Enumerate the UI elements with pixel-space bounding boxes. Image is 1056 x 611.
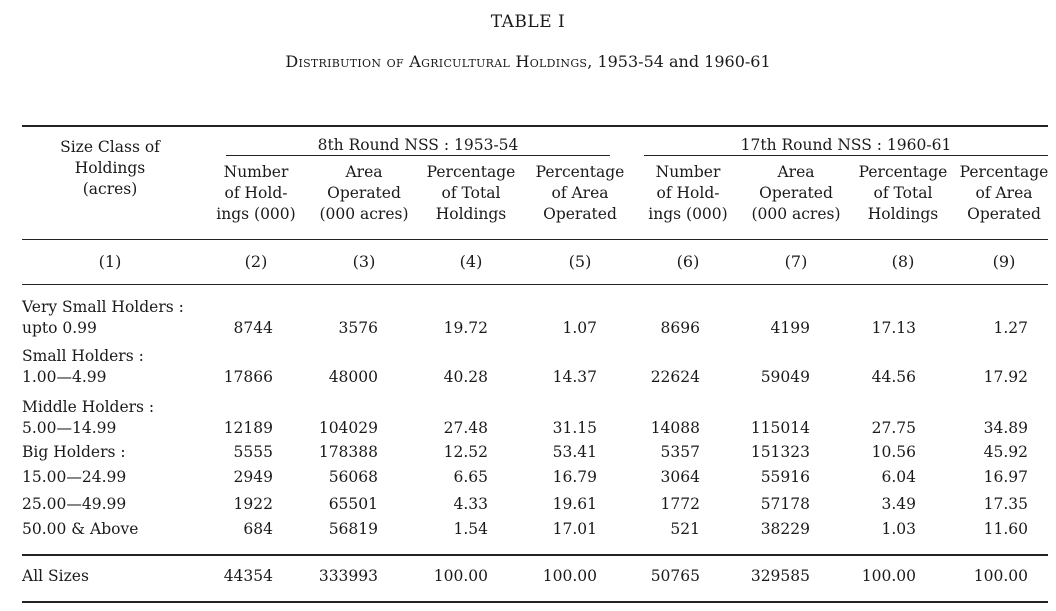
table-row-5-label: 15.00—24.99 — [22, 468, 127, 486]
table-row-6-col-5: 19.61 — [552, 495, 597, 513]
table-row-5-col-5: 16.79 — [552, 468, 597, 486]
col-header-6-line-3: ings (000) — [648, 205, 728, 223]
col-header-9 — [952, 162, 1056, 225]
total-row-col-3: 333993 — [318, 567, 378, 585]
table-row-6-col-3: 65501 — [328, 495, 378, 513]
table-row-1-col-8: 17.13 — [871, 319, 916, 337]
table-row-3-col-6: 14088 — [650, 419, 700, 437]
total-row-col-2: 44354 — [223, 567, 273, 585]
table-row-3-col-8: 27.75 — [871, 419, 916, 437]
category-label-middle: Middle Holders : — [22, 398, 155, 416]
total-rule — [22, 554, 1048, 556]
col-header-6-line-1: Number — [655, 163, 721, 181]
table-row-2-col-3: 48000 — [328, 368, 378, 386]
table-row-7-col-3: 56819 — [328, 520, 378, 538]
col-header-7-line-2: Operated — [759, 184, 833, 202]
col-header-2-line-1: Number — [223, 163, 289, 181]
total-row-col-5: 100.00 — [542, 567, 597, 585]
table-row-2-col-9: 17.92 — [983, 368, 1028, 386]
table-row-7-col-9: 11.60 — [983, 520, 1028, 538]
table-row-6-col-6: 1772 — [660, 495, 700, 513]
stub-header-line-2: Holdings — [74, 159, 146, 177]
col-header-4-line-1: Percentage — [426, 163, 516, 181]
col-header-4-line-2: of Total — [441, 184, 501, 202]
total-row-col-4: 100.00 — [433, 567, 488, 585]
table-row-3-col-7: 115014 — [750, 419, 810, 437]
col-header-5 — [526, 162, 634, 225]
total-row-col-6: 50765 — [650, 567, 700, 585]
table-row-5-col-2: 2949 — [233, 468, 273, 486]
table-row-2-col-8: 44.56 — [871, 368, 916, 386]
table-row-6-col-4: 4.33 — [453, 495, 488, 513]
col-header-4 — [418, 162, 524, 225]
col-number-1: (1) — [98, 252, 122, 271]
table-row-5-col-8: 6.04 — [881, 468, 916, 486]
category-label-very-small: Very Small Holders : — [22, 298, 184, 316]
table-row-2-col-7: 59049 — [760, 368, 810, 386]
stub-header — [22, 137, 198, 200]
table-row-4-col-5: 53.41 — [552, 443, 597, 461]
col-number-5: (5) — [568, 252, 592, 271]
table-row-1-col-2: 8744 — [233, 319, 273, 337]
table-row-1-col-3: 3576 — [338, 319, 378, 337]
table-title: TABLE I — [490, 12, 566, 32]
group-header-8th-round: 8th Round NSS : 1953-54 — [317, 136, 519, 154]
table-row-7-col-2: 684 — [243, 520, 273, 538]
col-header-6 — [640, 162, 736, 225]
table-row-4-col-9: 45.92 — [983, 443, 1028, 461]
col-header-3-line-3: (000 acres) — [319, 205, 409, 223]
column-number-rule — [22, 284, 1048, 285]
table-row-1-col-9: 1.27 — [993, 319, 1028, 337]
col-header-9-line-2: of Area — [975, 184, 1033, 202]
total-row-col-8: 100.00 — [861, 567, 916, 585]
table-row-5-col-4: 6.65 — [453, 468, 488, 486]
table-row-5-col-3: 56068 — [328, 468, 378, 486]
table-row-3-col-2: 12189 — [223, 419, 273, 437]
col-number-6: (6) — [676, 252, 700, 271]
table-row-3-col-3: 104029 — [318, 419, 378, 437]
table-row-5-col-7: 55916 — [760, 468, 810, 486]
col-number-2: (2) — [244, 252, 268, 271]
col-header-2 — [206, 162, 306, 225]
table-row-1-col-4: 19.72 — [443, 319, 488, 337]
table-row-4-col-7: 151323 — [750, 443, 810, 461]
col-header-3 — [308, 162, 420, 225]
bottom-rule — [22, 601, 1048, 603]
table-row-1-col-5: 1.07 — [562, 319, 597, 337]
table-row-7-col-8: 1.03 — [881, 520, 916, 538]
col-header-5-line-2: of Area — [551, 184, 609, 202]
stub-header-line-3: (acres) — [82, 180, 138, 198]
col-header-3-line-2: Operated — [327, 184, 401, 202]
table-row-4-col-8: 10.56 — [871, 443, 916, 461]
table-row-6-col-8: 3.49 — [881, 495, 916, 513]
table-row-3-col-9: 34.89 — [983, 419, 1028, 437]
col-number-9: (9) — [992, 252, 1016, 271]
table-row-7-col-7: 38229 — [760, 520, 810, 538]
table-row-4-col-2: 5555 — [233, 443, 273, 461]
stub-header-line-1: Size Class of — [60, 138, 160, 156]
col-header-6-line-2: of Hold- — [656, 184, 720, 202]
table-row-7-col-5: 17.01 — [552, 520, 597, 538]
table-row-4-col-4: 12.52 — [443, 443, 488, 461]
subtitle-main: Distribution of Agricultural Holdings — [285, 52, 588, 71]
table-row-3-col-5: 31.15 — [552, 419, 597, 437]
col-header-7 — [740, 162, 852, 225]
table-row-1-col-7: 4199 — [770, 319, 810, 337]
col-header-2-line-3: ings (000) — [216, 205, 296, 223]
table-row-4-label: Big Holders : — [22, 443, 126, 461]
col-header-3-line-1: Area — [345, 163, 383, 181]
table-subtitle — [0, 52, 1056, 71]
col-header-2-line-2: of Hold- — [224, 184, 288, 202]
col-header-8-line-2: of Total — [873, 184, 933, 202]
table-row-2-col-4: 40.28 — [443, 368, 488, 386]
category-label-small: Small Holders : — [22, 347, 144, 365]
col-header-4-line-3: Holdings — [435, 205, 507, 223]
table-row-2-label: 1.00—4.99 — [22, 368, 107, 386]
col-number-4: (4) — [459, 252, 483, 271]
table-row-3-label: 5.00—14.99 — [22, 419, 117, 437]
col-header-5-line-3: Operated — [543, 205, 617, 223]
top-rule — [22, 125, 1048, 127]
col-number-3: (3) — [352, 252, 376, 271]
table-row-2-col-2: 17866 — [223, 368, 273, 386]
subtitle-years: , 1953-54 and 1960-61 — [587, 52, 771, 71]
total-row-label: All Sizes — [22, 567, 89, 585]
col-header-7-line-3: (000 acres) — [751, 205, 841, 223]
col-number-8: (8) — [891, 252, 915, 271]
col-header-8 — [850, 162, 956, 225]
table-row-6-col-9: 17.35 — [983, 495, 1028, 513]
col-number-7: (7) — [784, 252, 808, 271]
total-row-col-9: 100.00 — [973, 567, 1028, 585]
total-row-col-7: 329585 — [750, 567, 810, 585]
table-row-6-label: 25.00—49.99 — [22, 495, 127, 513]
col-header-8-line-1: Percentage — [858, 163, 948, 181]
col-header-9-line-3: Operated — [967, 205, 1041, 223]
col-header-7-line-1: Area — [777, 163, 815, 181]
table-row-2-col-5: 14.37 — [552, 368, 597, 386]
table-row-1-col-6: 8696 — [660, 319, 700, 337]
table-row-5-col-9: 16.97 — [983, 468, 1028, 486]
table-row-6-col-2: 1922 — [233, 495, 273, 513]
header-bottom-rule — [22, 239, 1048, 240]
table-row-7-col-4: 1.54 — [453, 520, 488, 538]
col-header-5-line-1: Percentage — [535, 163, 625, 181]
table-row-5-col-6: 3064 — [660, 468, 700, 486]
group-header-17th-round: 17th Round NSS : 1960-61 — [740, 136, 952, 154]
col-header-9-line-1: Percentage — [959, 163, 1049, 181]
table-row-4-col-3: 178388 — [318, 443, 378, 461]
table-row-6-col-7: 57178 — [760, 495, 810, 513]
col-header-8-line-3: Holdings — [867, 205, 939, 223]
table-row-1-label: upto 0.99 — [22, 319, 97, 337]
table-row-2-col-6: 22624 — [650, 368, 700, 386]
table-row-7-label: 50.00 & Above — [22, 520, 139, 538]
table-row-4-col-6: 5357 — [660, 443, 700, 461]
table-row-3-col-4: 27.48 — [443, 419, 488, 437]
table-row-7-col-6: 521 — [670, 520, 700, 538]
